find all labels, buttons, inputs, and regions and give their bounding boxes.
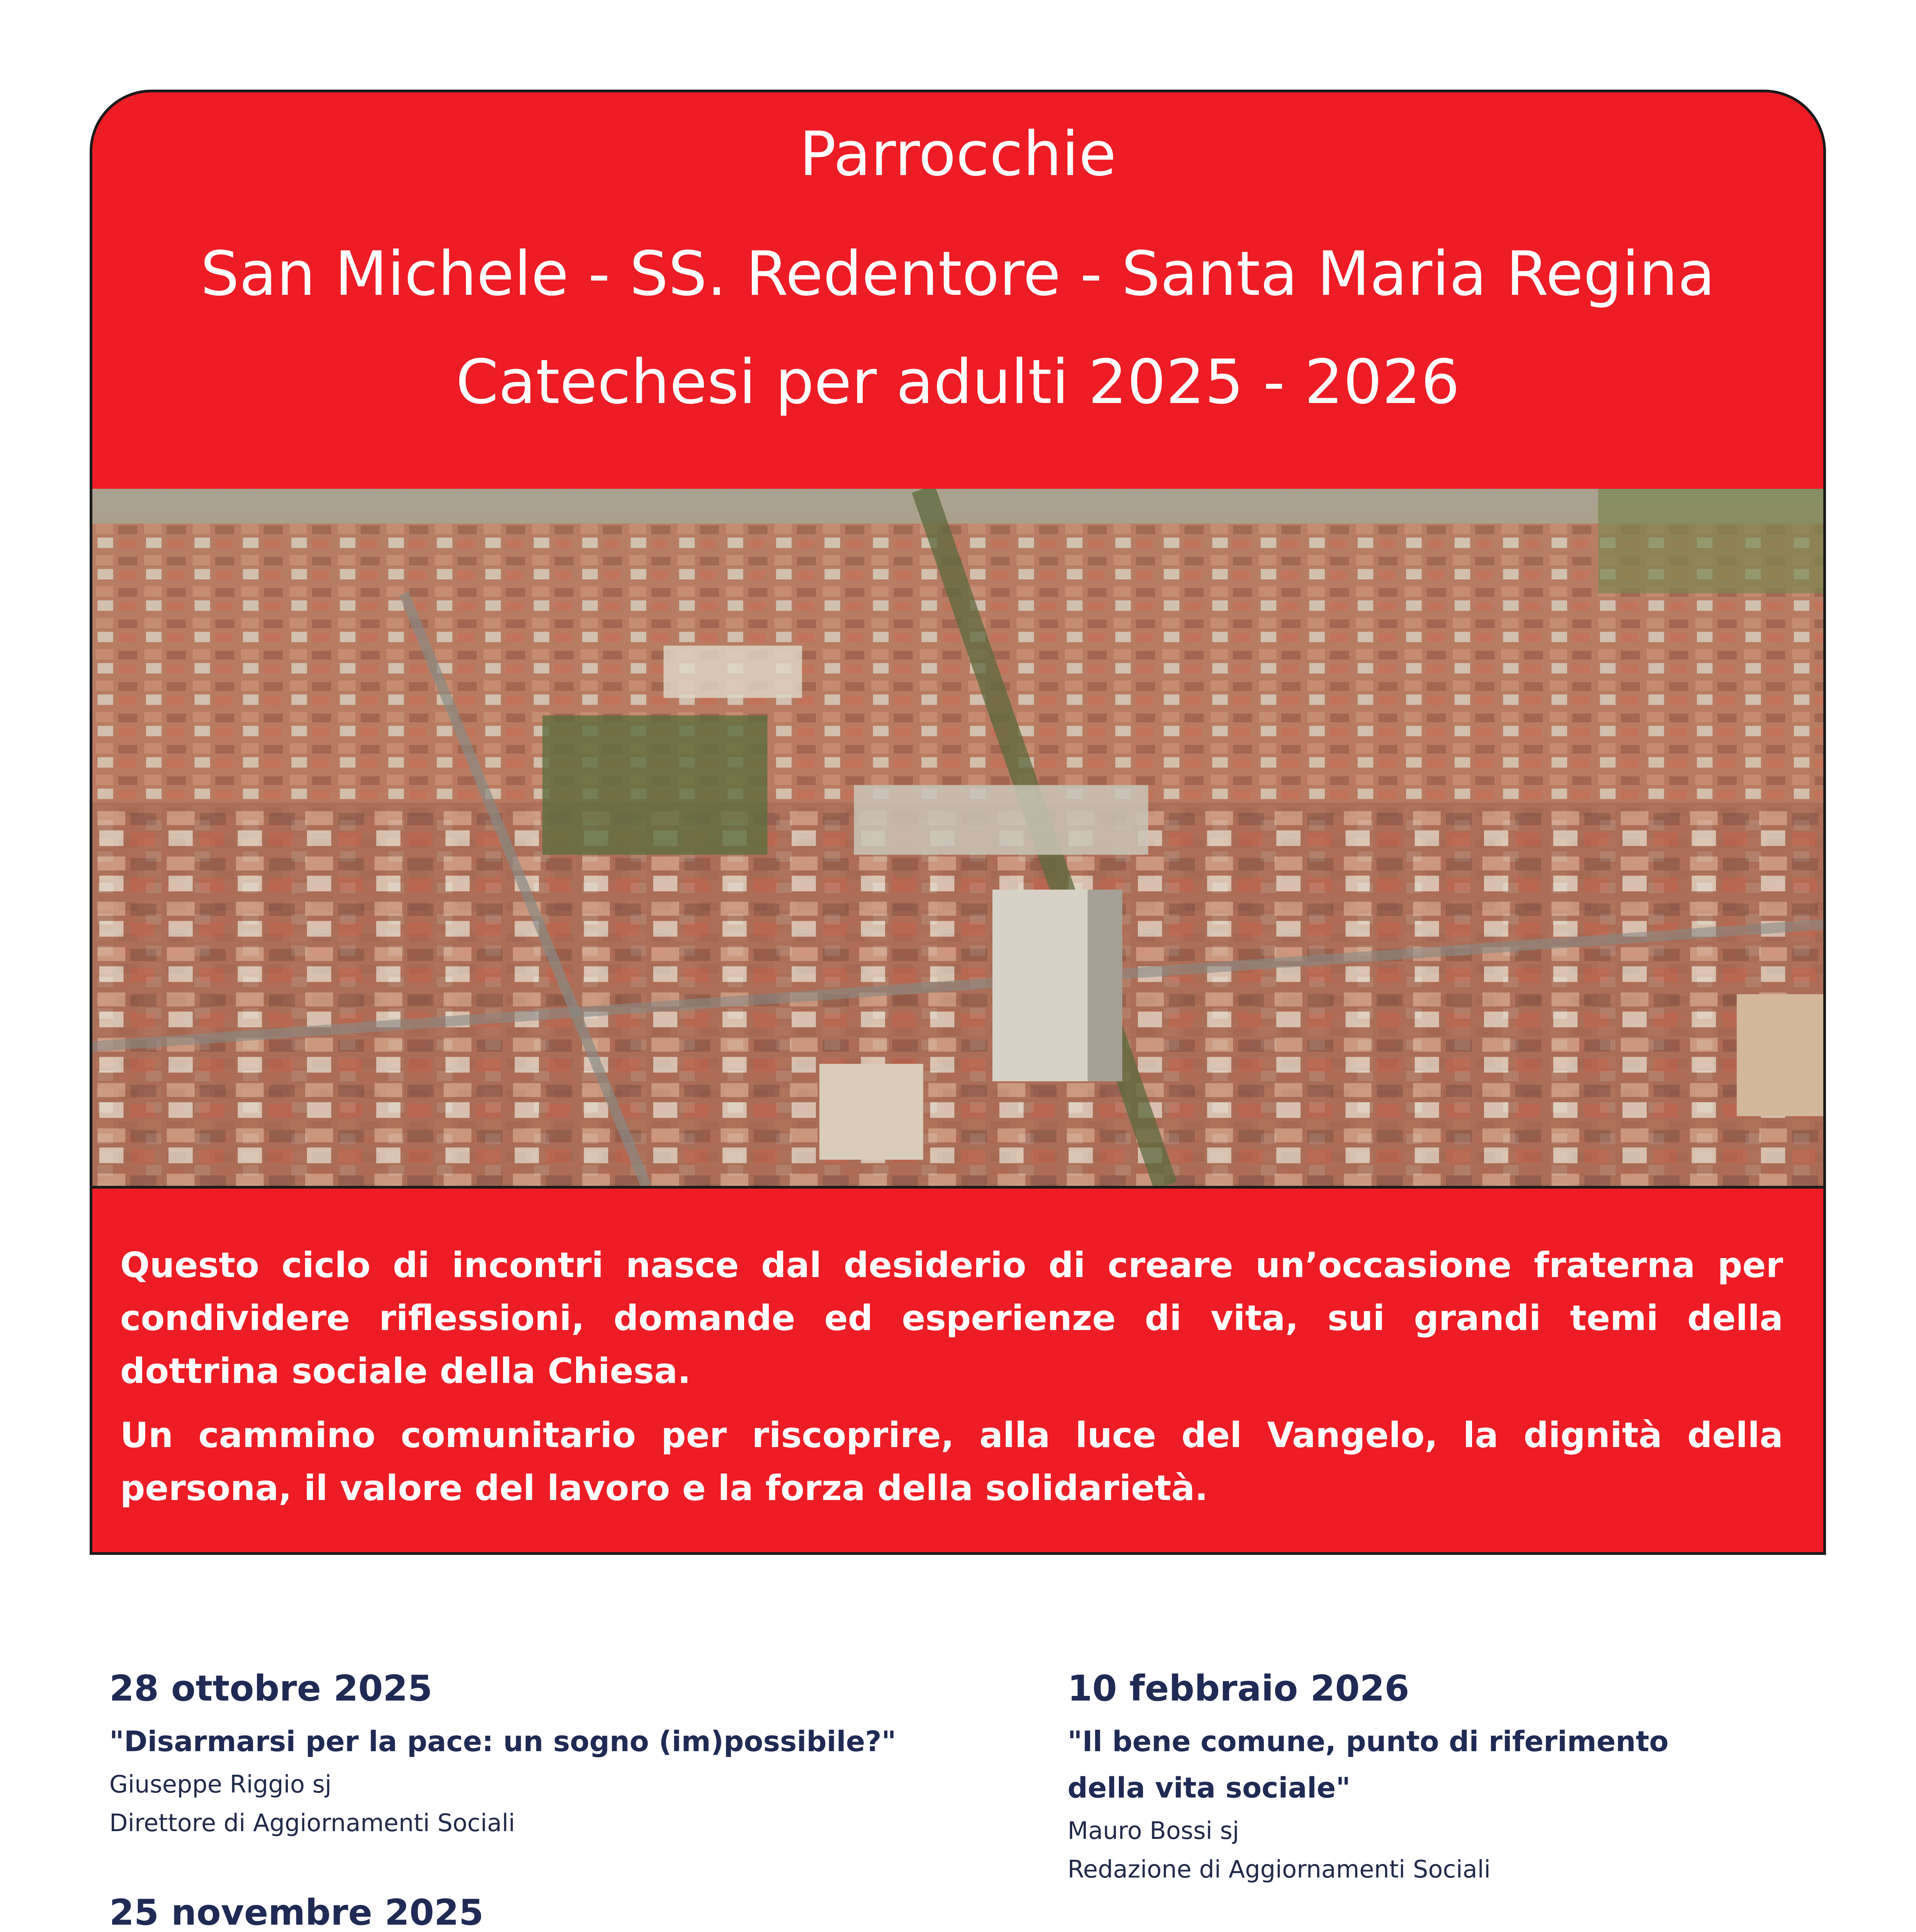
event-title: [109, 1719, 896, 1765]
poster-frame: [90, 90, 1826, 1555]
event-speaker: Mauro Bossi sj: [1068, 1816, 1239, 1845]
event-entry: [1068, 1665, 1669, 1889]
aerial-city-photo-illustration: [92, 489, 1823, 1186]
header-program-title: Catechesi per adulti 2025 - 2026: [456, 347, 1460, 418]
event-date: 28 ottobre 2025: [109, 1668, 433, 1709]
event-entry: [109, 1889, 714, 1932]
header-parish-names: San Michele - SS. Redentore - Santa Maria Regina: [200, 238, 1715, 310]
event-date: 25 novembre 2025: [109, 1892, 484, 1932]
intro-paragraph-1: Questo ciclo di incontri nasce dal desiderio di creare un’occasione fraterna per condividere riflessioni, domande ed esperienze di vita, sui grandi temi della dottrina sociale della Chiesa.: [120, 1245, 1783, 1391]
intro-panel: [92, 1186, 1823, 1555]
intro-paragraph-2: Un cammino comunitario per riscoprire, alla luce del Vangelo, la dignità della persona, il valore del lavoro e la forza della solidarietà.: [120, 1415, 1783, 1509]
aerial-city-photo: [92, 489, 1823, 1186]
event-date: 10 febbraio 2026: [1068, 1668, 1409, 1709]
poster-header: [92, 92, 1823, 489]
event-title: [1068, 1719, 1669, 1811]
event-speaker-role: Redazione di Aggiornamenti Sociali: [1068, 1855, 1491, 1883]
event-title-line: della vita sociale": [1068, 1772, 1351, 1804]
event-title-line: "Disarmarsi per la pace: un sogno (im)possibile?": [109, 1725, 896, 1758]
event-speaker-role: Direttore di Aggiornamenti Sociali: [109, 1809, 515, 1837]
event-entry: [109, 1665, 896, 1842]
header-parishes-label: Parrocchie: [799, 119, 1117, 190]
event-speaker: Giuseppe Riggio sj: [109, 1770, 332, 1798]
event-title-line: "Il bene comune, punto di riferimento: [1068, 1725, 1669, 1758]
